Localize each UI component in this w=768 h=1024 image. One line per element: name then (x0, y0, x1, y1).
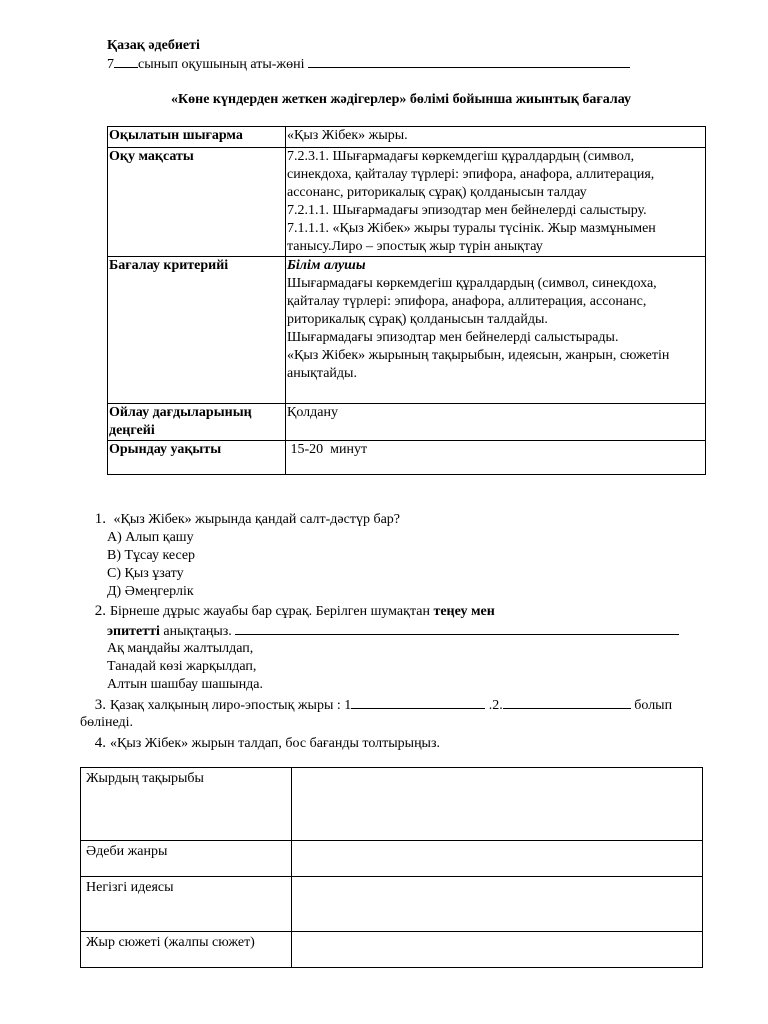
row-value (286, 404, 706, 441)
answer-blank[interactable] (235, 622, 679, 635)
question-3-continuation: бөлінеді. (80, 715, 134, 730)
grade-blank[interactable] (114, 54, 138, 68)
question-number: 4. (94, 735, 106, 751)
row-line: Шығармадағы көркемдегіш құралдардың (символ, синекдоха, (287, 276, 657, 291)
table-row (81, 877, 703, 932)
row-line: қайталау түрлері: эпифора, анафора, аллитерация, ассонанс, (287, 294, 647, 309)
question-2-continuation (107, 622, 679, 641)
verse-line: Ақ маңдайы жалтылдап, (107, 641, 254, 656)
row-line: риторикалық сұрақ) қолданысын талдайды. (287, 312, 548, 327)
row-line: ассонанс, риторикалық сұрақ) қолданысын талдау (287, 185, 587, 200)
answer-blank[interactable] (503, 696, 631, 709)
row-line: 7.2.3.1. Шығармадағы көркемдегіш құралдардың (символ, (287, 149, 635, 164)
row-line: анықтайды. (287, 366, 357, 381)
row-line: Шығармадағы эпизодтар мен бейнелерді салыстырады. (287, 330, 619, 345)
row-key: Оқу мақсаты (108, 148, 286, 257)
row-line: Қолдану (287, 405, 338, 420)
row-key: Оқылатын шығарма (108, 127, 286, 148)
row-key: Жыр сюжеті (жалпы сюжет) (81, 932, 292, 968)
row-line: 7.1.1.1. «Қыз Жібек» жыры туралы түсінік. Жыр мазмұнымен (287, 221, 656, 236)
question-text: .2. (485, 698, 503, 713)
question-text: анықтаңыз. (159, 624, 236, 639)
verse-line: Алтын шашбау шашында. (107, 677, 264, 692)
table-row (108, 127, 706, 148)
student-name-label: сынып оқушының аты-жөні (138, 57, 305, 72)
row-value (286, 148, 706, 257)
row-line: «Қыз Жібек» жырының тақырыбын, идеясын, жанрын, сюжетін (287, 348, 670, 363)
grade-number: 7 (107, 57, 114, 72)
answer-option[interactable]: С) Қыз ұзату (107, 566, 184, 581)
row-line: танысу.Лиро – эпостық жыр түрін анықтау (287, 239, 543, 254)
answer-cell[interactable] (292, 877, 703, 932)
answer-option[interactable]: А) Алып қашу (107, 530, 194, 545)
row-line: «Қыз Жібек» жыры. (287, 128, 408, 143)
question-2 (82, 602, 495, 621)
answer-cell[interactable] (292, 841, 703, 877)
row-line: 7.2.1.1. Шығармадағы эпизодтар мен бейнелерді салыстыру. (287, 203, 647, 218)
question-text: «Қыз Жібек» жырын талдап, бос бағанды толтырыңыз. (110, 736, 440, 751)
document-title: «Көне күндерден жеткен жәдігерлер» бөлімі бойынша жиынтық бағалау (171, 92, 631, 107)
student-name-line (107, 54, 630, 74)
row-key-line: деңгейі (109, 423, 155, 438)
subject-title: Қазақ әдебиеті (107, 38, 200, 53)
criteria-subheading: Білім алушы (287, 258, 366, 273)
question-4 (82, 734, 440, 753)
question-number: 3. (94, 697, 106, 713)
table-row (81, 768, 703, 841)
row-key: Орындау уақыты (108, 441, 286, 475)
answer-blank[interactable] (351, 696, 485, 709)
answer-cell[interactable] (292, 932, 703, 968)
table-row (81, 932, 703, 968)
question-emphasis: эпитетті (107, 624, 160, 639)
student-name-blank[interactable] (308, 54, 630, 68)
question-text: Бірнеше дұрыс жауабы бар сұрақ. Берілген шумақтан (110, 604, 434, 619)
row-key (108, 404, 286, 441)
row-key: Бағалау критерийі (108, 257, 286, 404)
table-row (108, 148, 706, 257)
table-row (108, 257, 706, 404)
question-number: 2. (94, 603, 106, 619)
answer-option[interactable]: В) Тұсау кесер (107, 548, 196, 563)
row-line: 15-20 минут (287, 442, 368, 457)
question-emphasis: теңеу мен (433, 604, 495, 619)
row-value (286, 257, 706, 404)
question-text: «Қыз Жібек» жырында қандай салт-дәстүр бар? (110, 512, 401, 527)
question-1 (82, 510, 400, 529)
table-row (108, 441, 706, 475)
question-text: болып (630, 698, 673, 713)
row-line: синекдоха, қайталау түрлері: эпифора, анафора, аллитерация, (287, 167, 655, 182)
verse-line: Танадай көзі жарқылдап, (107, 659, 257, 674)
row-key-line: Ойлау дағдыларының (109, 405, 252, 420)
row-value (286, 127, 706, 148)
question-3 (82, 696, 672, 715)
row-key: Әдеби жанры (81, 841, 292, 877)
row-key: Жырдың тақырыбы (81, 768, 292, 841)
row-key: Негізгі идеясы (81, 877, 292, 932)
question-text: Қазақ халқының лиро-эпостық жыры : 1 (110, 698, 352, 713)
answer-option[interactable]: Д) Әмеңгерлік (107, 584, 194, 599)
question-number: 1. (94, 511, 106, 527)
assessment-info-table (107, 126, 706, 475)
analysis-table (80, 767, 703, 968)
table-row (81, 841, 703, 877)
table-row (108, 404, 706, 441)
row-value (286, 441, 706, 475)
answer-cell[interactable] (292, 768, 703, 841)
